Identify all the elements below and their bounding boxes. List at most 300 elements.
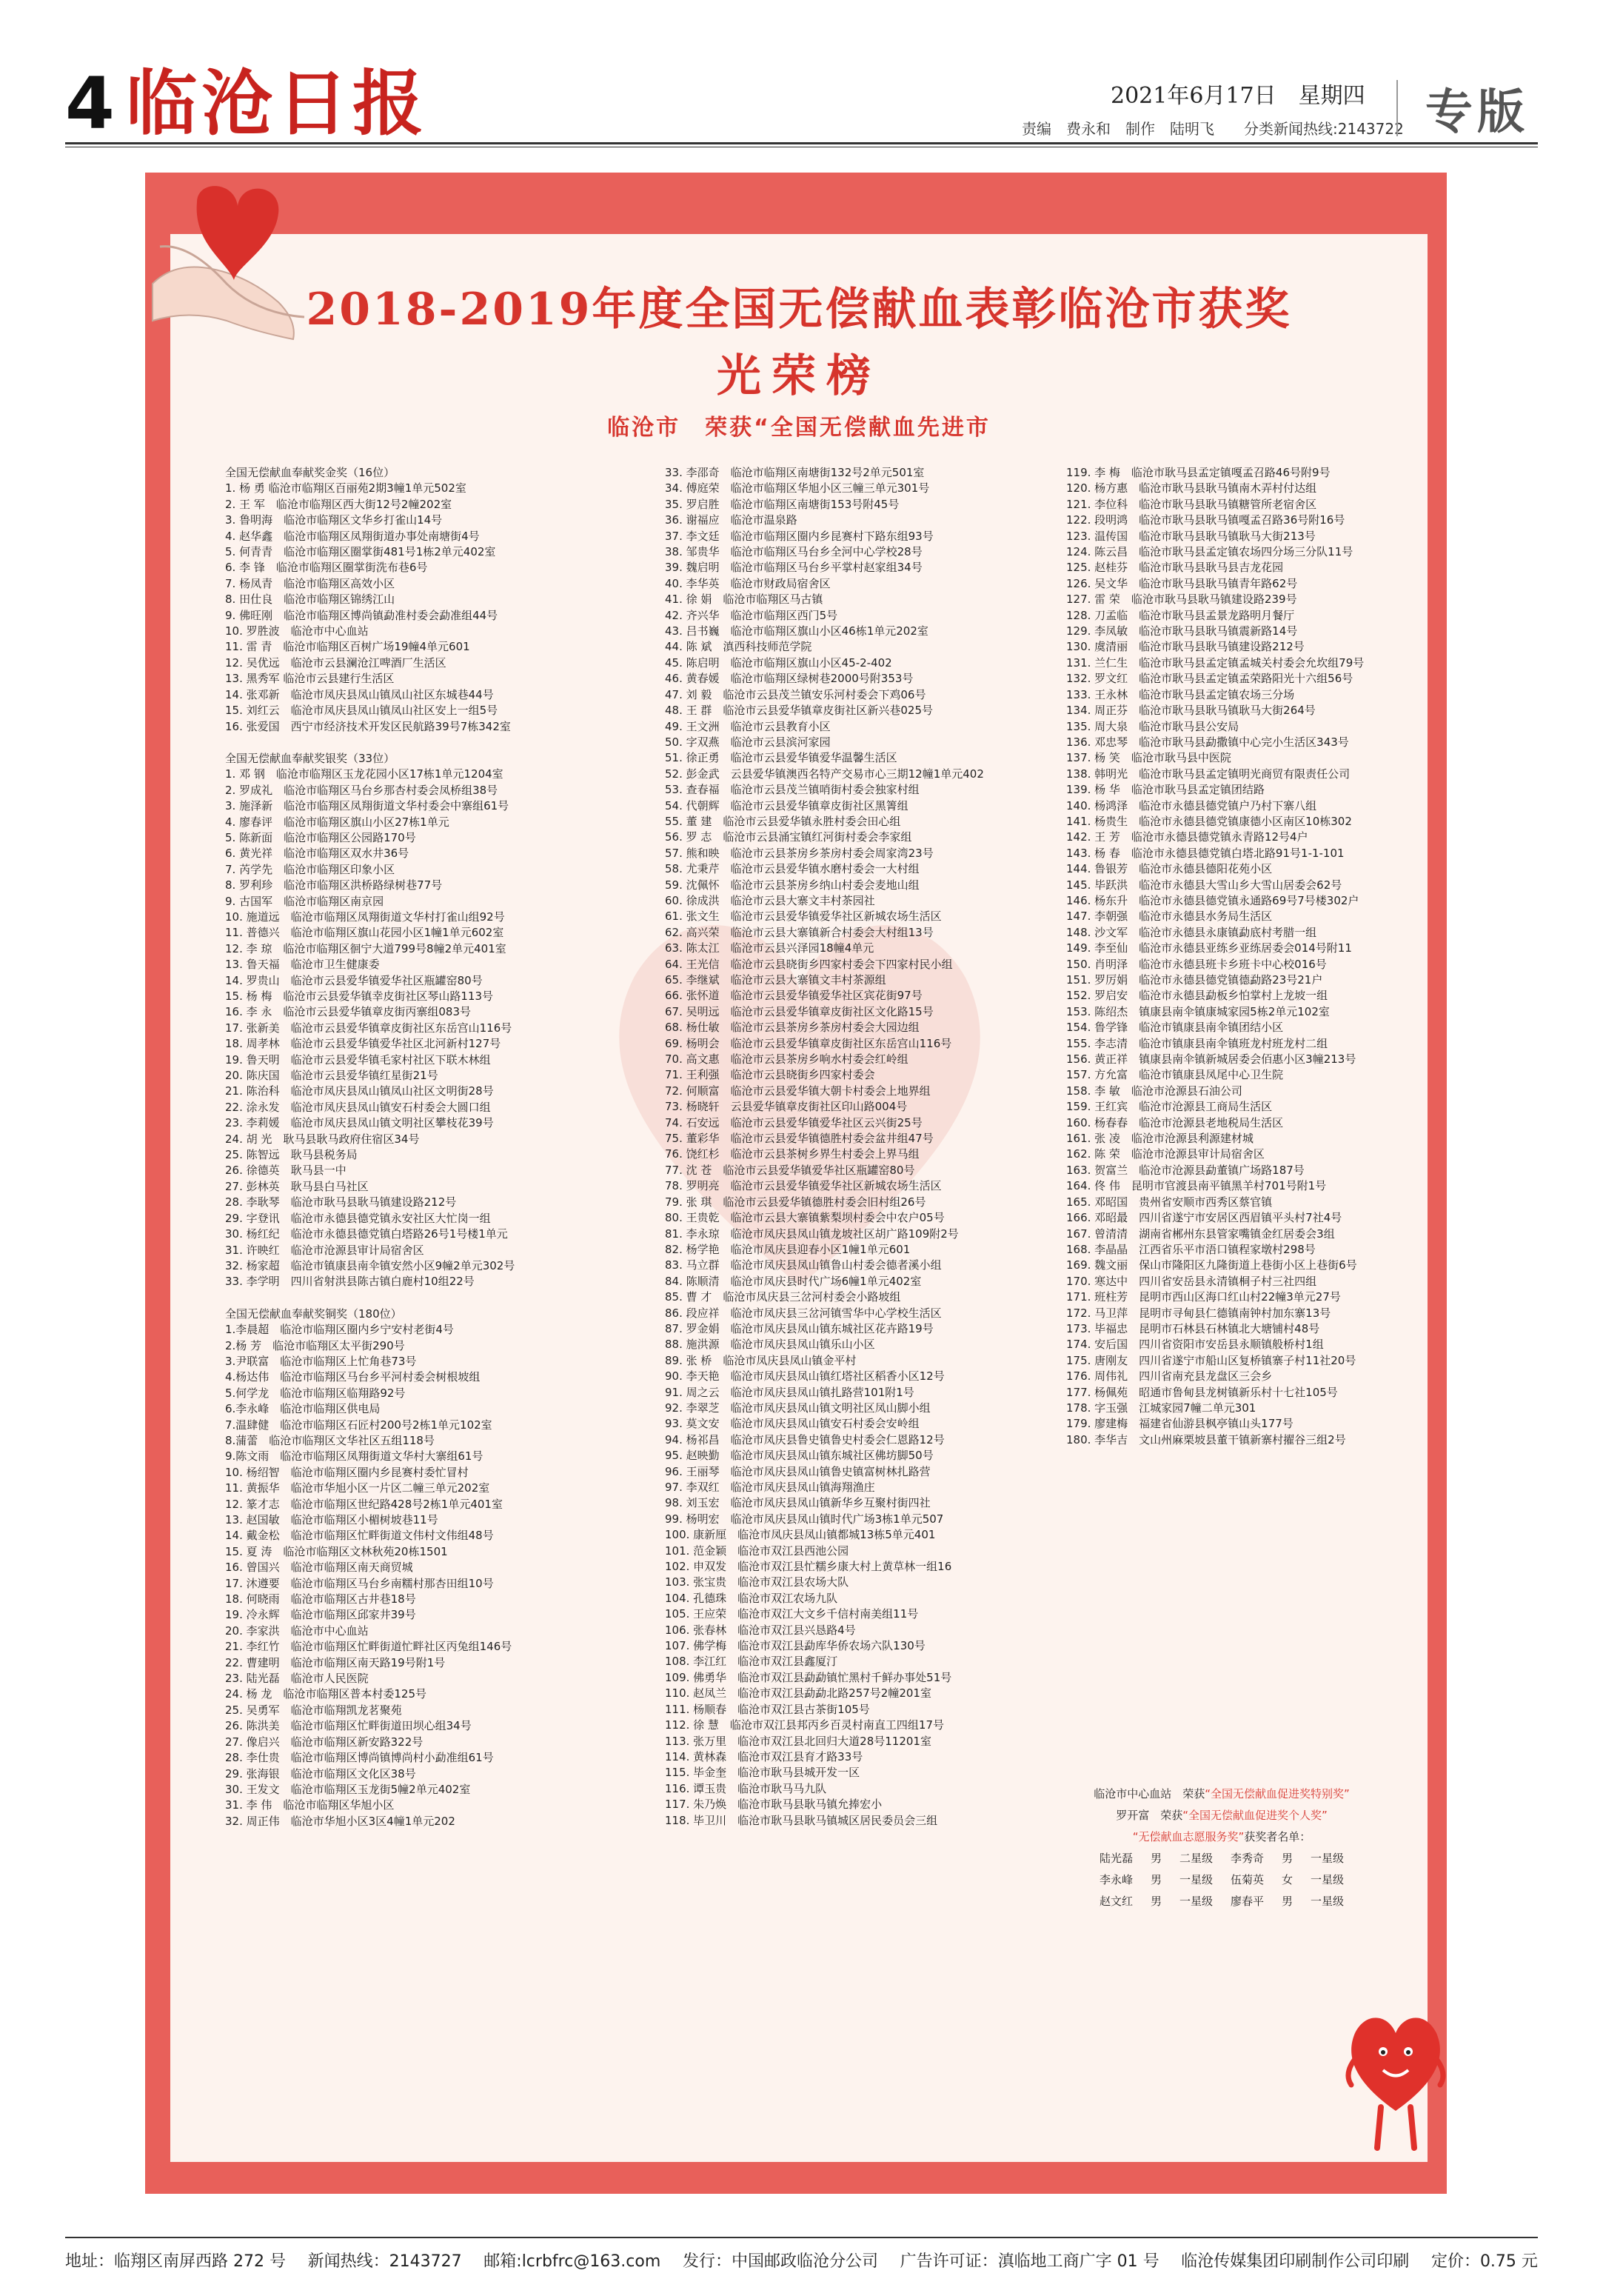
footer-price: 定价：0.75 元 (1430, 2252, 1538, 2271)
honoree-item: 128. 刀孟临 临沧市耿马县孟景龙路明月餐厅 (1066, 608, 1295, 622)
honoree-item: 24. 杨 龙 临沧市临翔区普本村委125号 (225, 1687, 427, 1701)
honoree-item: 57. 熊和映 临沧市云县茶房乡茶房村委会周家湾23号 (665, 846, 934, 860)
honoree-item: 65. 李继斌 临沧市云县大寨镇文丰村茶源组 (665, 973, 886, 987)
honoree-item: 87. 罗金娟 临沧市凤庆县凤山镇东城社区花卉路19号 (665, 1321, 934, 1335)
honoree-item: 160. 杨春春 临沧市沧源县老地税局生活区 (1066, 1115, 1284, 1129)
honoree-item: 54. 代朝辉 临沧市云县爱华镇章皮街社区黑箐组 (665, 798, 908, 812)
honoree-item: 124. 陈云昌 临沧市耿马县孟定镇农场四分场三分队11号 (1066, 545, 1353, 559)
honoree-item: 20. 李家洪 临沧市中心血站 (225, 1623, 369, 1638)
honoree-item: 148. 沙文军 临沧市永德县永康镇勐底村考腊一组 (1066, 925, 1317, 939)
list-column-1 (225, 465, 640, 1829)
honoree-item: 51. 徐正勇 临沧市云县爱华镇爱华温馨生活区 (665, 751, 897, 765)
issue-date: 2021年6月17日 星期四 (1111, 83, 1365, 109)
volunteer-cell: 伍菊英 (1231, 1873, 1265, 1886)
honoree-item: 11. 黄振华 临沧市华旭小区一片区二幢三单元202室 (225, 1481, 490, 1495)
honoree-item: 101. 范金颖 临沧市双江县西池公园 (665, 1544, 849, 1558)
honoree-item: 66. 张怀道 临沧市云县爱华镇爱华社区宾花街97号 (665, 989, 923, 1003)
honoree-item: 68. 杨仕敏 临沧市云县茶房乡茶房村委会大园边组 (665, 1021, 920, 1035)
honoree-item: 95. 赵映勤 临沧市凤庆县凤山镇东城社区佛坊脚50号 (665, 1449, 934, 1463)
editor-label: 责编 (1022, 120, 1051, 138)
honoree-item: 151. 罗厉娟 临沧市永德县德党镇德勐路23号21户 (1066, 973, 1323, 987)
honoree-item: 30. 杨红纪 临沧市永德县德党镇白塔路26号1号楼1单元 (225, 1227, 508, 1241)
volunteer-list (1066, 1848, 1377, 1912)
honoree-item: 15. 杨 梅 临沧市云县爱华镇幸皮街社区琴山路113号 (225, 990, 494, 1003)
volunteer-row (1066, 1891, 1377, 1912)
honoree-item: 23. 陆光磊 临沧市人民医院 (225, 1672, 369, 1686)
honoree-item: 22. 涂永发 临沧市凤庆县凤山镇安石村委会大圆口组 (225, 1100, 491, 1114)
honoree-item: 8.蒲蕾 临沧市临翔区文华社区五组118号 (225, 1433, 435, 1447)
honoree-item: 62. 高兴荣 临沧市云县大寨镇新合村委会大村组13号 (665, 925, 934, 939)
honoree-item: 154. 鲁学锋 临沧市镇康县南伞镇团结小区 (1066, 1021, 1284, 1035)
honoree-item: 31. 李 伟 临沧市临翔区华旭小区 (225, 1798, 395, 1812)
honoree-item: 177. 杨佩苑 昭通市鲁甸县龙树镇新乐村十七社105号 (1066, 1385, 1338, 1399)
honoree-item: 111. 杨顺春 临沧市双江县古茶街105号 (665, 1702, 870, 1716)
honoree-item: 158. 李 敏 临沧市沧源县石油公司 (1066, 1084, 1242, 1098)
honoree-item: 41. 徐 娟 临沧市临翔区马古镇 (665, 593, 823, 607)
honoree-item: 13. 黑秀军 临沧市云县建行生活区 (225, 672, 395, 686)
producer-label: 制作 (1125, 120, 1155, 138)
honoree-item: 10. 施道远 临沧市临翔区凤翔街道文华村打雀山组92号 (225, 910, 505, 924)
honoree-item: 17. 沐遵要 临沧市临翔区马台乡南糯村那杏田组10号 (225, 1576, 494, 1590)
masthead (0, 0, 1603, 148)
honoree-item: 140. 杨鸿泽 临沧市永德县德党镇户乃村下寨八组 (1066, 798, 1317, 812)
honoree-item: 73. 杨晓轩 云县爱华镇章皮街社区印山路004号 (665, 1100, 908, 1114)
main-headline: 2018-2019年度全国无偿献血表彰临沧市获奖 (306, 284, 1292, 336)
honoree-item: 4. 赵华鑫 临沧市临翔区凤翔街道办事处南塘街4号 (225, 529, 480, 543)
honoree-item: 1.李晨超 临沧市临翔区圈内乡宁安村老街4号 (225, 1323, 454, 1337)
honoree-item: 6. 黄光祥 临沧市临翔区双水井36号 (225, 847, 409, 861)
honoree-item: 169. 魏文丽 保山市隆阳区九隆街道上巷街小区上巷街6号 (1066, 1258, 1357, 1272)
honoree-item: 10. 罗胜波 临沧市中心血站 (225, 624, 369, 638)
honoree-item: 159. 王红宾 临沧市沧源县工商局生活区 (1066, 1100, 1273, 1114)
honoree-item: 173. 毕福忠 昆明市石林县石林镇北大塘铺村48号 (1066, 1321, 1320, 1335)
honoree-item: 14. 戴金松 临沧市临翔区忙畔街道文伟村文伟组48号 (225, 1529, 494, 1543)
honoree-item: 15. 刘红云 临沧市凤庆县凤山镇凤山社区安上一组5号 (225, 704, 498, 718)
honoree-item: 100. 康新厘 临沧市凤庆县凤山镇都城13栋5单元401 (665, 1528, 936, 1542)
volunteer-cell: 一星级 (1311, 1873, 1345, 1886)
honoree-item: 7.温肆健 临沧市临翔区石匠村200号2栋1单元102室 (225, 1418, 492, 1432)
honoree-item: 28. 李仕贵 临沧市临翔区博尚镇博尚村小勐准组61号 (225, 1751, 494, 1765)
honoree-item: 102. 申双发 临沧市双江县忙糯乡康大村上黄草林一组16 (665, 1560, 952, 1574)
sub-headline: 光荣榜 (717, 350, 881, 402)
footer-news-hotline: 新闻热线：2143727 (307, 2252, 462, 2271)
honoree-item: 105. 王应荣 临沧市双江大文乡千信村南美组11号 (665, 1607, 919, 1621)
honoree-item: 134. 周正芬 临沧市耿马县耿马镇耿马大街264号 (1066, 704, 1316, 718)
section-name: 专版 (1425, 84, 1529, 140)
masthead-divider (1396, 80, 1398, 136)
bronze-award-title: 全国无偿献血奉献奖铜奖（180位） (225, 1306, 402, 1321)
honoree-item: 14. 张邓新 临沧市凤庆县凤山镇凤山社区东城巷44号 (225, 687, 494, 701)
honoree-item: 29. 字登讯 临沧市永德县德党镇永安社区大忙岗一组 (225, 1211, 491, 1225)
honoree-item: 2. 罗成礼 临沧市临翔区马台乡那杏村委会凤桥组38号 (225, 783, 498, 797)
masthead-rule (65, 142, 1538, 144)
honoree-item: 48. 王 群 临沧市云县爱华镇章皮街社区新兴巷025号 (665, 704, 934, 718)
volunteer-cell: 二星级 (1179, 1852, 1213, 1865)
honoree-item: 156. 黄正祥 镇康县南伞镇新城居委会佰惠小区3幢213号 (1066, 1052, 1356, 1067)
honoree-item: 8. 田仕良 临沧市临翔区锦绣江山 (225, 593, 395, 607)
honoree-item: 20. 陈庆国 临沧市云县爱华镇红星街21号 (225, 1069, 438, 1083)
bronze-award-list-part1 (225, 1322, 640, 1829)
honoree-item: 152. 罗启安 临沧市永德县勐板乡怕掌村上龙坡一组 (1066, 989, 1328, 1003)
honoree-item: 15. 夏 涛 临沧市临翔区文林秋苑20栋1501 (225, 1544, 448, 1558)
honoree-item: 9.陈文雨 临沧市临翔区凤翔街道文华村大寨组61号 (225, 1449, 483, 1464)
honoree-item: 5.何学龙 临沧市临翔区临翔路92号 (225, 1386, 406, 1400)
honoree-item: 61. 张文生 临沧市云县爱华镇爱华社区新城农场生活区 (665, 910, 942, 924)
honoree-item: 80. 王贵乾 临沧市云县大寨镇紫梨坝村委会中农户05号 (665, 1211, 945, 1225)
honoree-item: 43. 吕书巍 临沧市临翔区旗山小区46栋1单元202室 (665, 624, 928, 638)
honoree-item: 12. 篆才志 临沧市临翔区世纪路428号2栋1单元401室 (225, 1497, 503, 1511)
honoree-item: 166. 邓昭最 四川省遂宁市安居区西眉镇平头村7社4号 (1066, 1211, 1342, 1225)
gold-award-list (225, 481, 640, 735)
volunteer-row (1066, 1848, 1377, 1869)
honoree-item: 56. 罗 志 临沧市云县涌宝镇红河街村委会李家组 (665, 830, 912, 844)
honoree-item: 136. 邓忠琴 临沧市耿马县勐撒镇中心完小生活区343号 (1066, 735, 1349, 749)
honoree-item: 72. 何顺富 临沧市云县爱华镇大朝卡村委会上地界组 (665, 1084, 931, 1098)
volunteer-cell: 一星级 (1179, 1873, 1213, 1886)
producer-name: 陆明飞 (1170, 120, 1214, 138)
honoree-item: 172. 马卫萍 昆明市寻甸县仁德镇南钟村加东寨13号 (1066, 1306, 1331, 1320)
footer-printer: 临沧传媒集团印刷制作公司印刷 (1181, 2252, 1410, 2271)
honoree-item: 176. 周伟礼 四川省南充县龙盘区三会乡 (1066, 1369, 1273, 1384)
list-column-3 (1066, 465, 1481, 1448)
honoree-item: 94. 杨祁昌 临沧市凤庆县鲁史镇鲁史村委会仁恩路12号 (665, 1432, 945, 1446)
honoree-item: 120. 杨方惠 临沧市耿马县耿马镇南木弄村付达组 (1066, 481, 1317, 495)
honoree-item: 168. 李晶晶 江西省乐平市浯口镇程家墩村298号 (1066, 1242, 1316, 1256)
hotline-label: 分类新闻热线: (1244, 120, 1338, 138)
honoree-item: 114. 黄林森 临沧市双江县育才路33号 (665, 1749, 863, 1763)
honoree-item: 123. 温传国 临沧市耿马县耿马镇耿马大街213号 (1066, 529, 1316, 543)
volunteer-cell: 廖春平 (1231, 1895, 1265, 1908)
org-verb: 荣获 (1182, 1787, 1205, 1801)
honoree-item: 2.杨 芳 临沧市临翔区太平街290号 (225, 1338, 405, 1352)
volunteer-cell: 男 (1150, 1873, 1162, 1886)
honoree-item: 167. 曾清清 湖南省郴州东县管家嘴镇金红居委会3组 (1066, 1227, 1335, 1241)
hotline-number: 2143722 (1337, 120, 1404, 138)
honoree-item: 129. 李凤敏 临沧市耿马县耿马镇震新路14号 (1066, 624, 1298, 638)
honoree-item: 70. 高文惠 临沧市云县茶房乡响水村委会红岭组 (665, 1052, 908, 1067)
honoree-item: 174. 安后国 四川省资阳市安岳县永顺镇般桥村1组 (1066, 1338, 1324, 1352)
honoree-item: 76. 饶红杉 临沧市云县茶树乡界生村委会上界马组 (665, 1147, 920, 1161)
honoree-item: 19. 冷永辉 临沧市临翔区邱家井39号 (225, 1608, 416, 1622)
honoree-item: 142. 王 芳 临沧市永德县德党镇永青路12号4户 (1066, 830, 1308, 844)
newspaper-logo: 临沧日报 (126, 61, 428, 145)
honoree-item: 69. 杨明会 临沧市云县爱华镇章皮街社区东岳宫山116号 (665, 1036, 952, 1050)
honoree-item: 18. 何晓雨 临沧市临翔区古井巷18号 (225, 1592, 416, 1606)
honoree-item: 75. 董彩华 临沧市云县爱华镇德胜村委会盆井组47号 (665, 1132, 934, 1146)
honoree-item: 44. 陈 斌 滇西科技师范学院 (665, 640, 812, 654)
honoree-item: 12. 吴优远 临沧市云县澜沧江啤酒厂生活区 (225, 655, 446, 670)
honoree-item: 33. 李邵奇 临沧市临翔区南塘街132号2单元501室 (665, 466, 925, 479)
honoree-item: 92. 李翠芝 临沧市凤庆县凤山镇文明社区凤山脚小组 (665, 1401, 931, 1415)
honoree-item: 138. 韩明光 临沧市耿马县孟定镇明光商贸有限责任公司 (1066, 767, 1351, 781)
bronze-award-list-part2 (665, 465, 1080, 1829)
honoree-item: 116. 谭玉贵 临沧市耿马马九队 (665, 1781, 827, 1795)
honoree-item: 88. 施洪源 临沧市凤庆县凤山镇乐山小区 (665, 1338, 875, 1352)
person-verb: 荣获 (1160, 1809, 1183, 1822)
honoree-item: 45. 陈启明 临沧市临翔区旗山小区45-2-402 (665, 655, 892, 670)
honoree-item: 2. 王 军 临沧市临翔区西大街12号2幢202室 (225, 497, 452, 511)
honoree-item: 27. 彭林英 耿马县白马社区 (225, 1179, 369, 1193)
honoree-item: 49. 王文洲 临沧市云县教育小区 (665, 719, 831, 733)
volunteer-cell: 男 (1150, 1895, 1162, 1908)
honoree-item: 28. 李耿琴 临沧市耿马县耿马镇建设路212号 (225, 1195, 457, 1209)
honoree-item: 99. 杨明宏 临沧市凤庆县凤山镇时代广场3栋1单元507 (665, 1512, 944, 1526)
honoree-item: 59. 沈佩怀 临沧市云县茶房乡纳山村委会麦地山组 (665, 878, 920, 892)
honoree-item: 90. 李天艳 临沧市凤庆县凤山镇红塔社区稻香小区12号 (665, 1369, 945, 1384)
honoree-item: 117. 朱乃焕 临沧市耿马县耿马镇允捧宏小 (665, 1798, 883, 1812)
honoree-item: 130. 虞清丽 临沧市耿马县耿马镇建设路212号 (1066, 640, 1305, 654)
honoree-item: 118. 毕卫川 临沧市耿马县耿马镇城区居民委员会三组 (665, 1813, 938, 1827)
editor-name: 费永和 (1066, 120, 1111, 138)
special-awards-box (1066, 1783, 1377, 1912)
honoree-item: 82. 杨学艳 临沧市凤庆县迎春小区1幢1单元601 (665, 1242, 911, 1256)
honoree-item: 3.尹联富 临沧市临翔区上忙角巷73号 (225, 1354, 417, 1368)
volunteer-cell: 陆光磊 (1099, 1852, 1133, 1865)
honoree-item: 52. 彭金武 云县爱华镇澳西名特产交易市心三期12幢1单元402 (665, 767, 984, 781)
honoree-item: 115. 毕金奎 临沧市耿马县城开发一区 (665, 1766, 860, 1780)
honoree-item: 55. 董 建 临沧市云县爱华镇永胜村委会田心组 (665, 814, 901, 828)
bronze-award-list-part3 (1066, 465, 1481, 1448)
honoree-item: 179. 廖建梅 福建省仙游县枫亭镇山头177号 (1066, 1417, 1294, 1431)
honoree-item: 74. 石安远 临沧市云县爱华镇爱华社区云兴街25号 (665, 1115, 923, 1129)
honoree-item: 4. 廖春评 临沧市临翔区旗山小区27栋1单元 (225, 815, 449, 829)
honoree-item: 97. 李双红 临沧市凤庆县凤山镇海翔渔庄 (665, 1481, 875, 1494)
honoree-item: 64. 王光信 临沧市云县晓街乡四家村委会下四家村民小组 (665, 957, 953, 971)
honoree-item: 1. 邓 钢 临沧市临翔区玉龙花园小区17栋1单元1204室 (225, 767, 503, 781)
footer (65, 2249, 1538, 2272)
volunteer-cell: 男 (1282, 1852, 1294, 1865)
honoree-item: 89. 张 桥 临沧市凤庆县凤山镇金平村 (665, 1353, 857, 1367)
volunteer-cell: 李永峰 (1099, 1873, 1133, 1886)
honoree-item: 10. 杨绍智 临沧市临翔区圈内乡昆赛村委忙冒村 (225, 1465, 469, 1479)
honoree-item: 13. 鲁天福 临沧市卫生健康委 (225, 958, 380, 972)
volunteer-cell: 男 (1150, 1852, 1162, 1865)
honoree-item: 60. 徐成洪 临沧市云县大寨文丰村茶园社 (665, 893, 875, 907)
honoree-item: 38. 邹贵华 临沧市临翔区马台乡全河中心学校28号 (665, 545, 923, 559)
honoree-item: 137. 杨 笑 临沧市耿马县中医院 (1066, 751, 1231, 765)
honoree-item: 133. 王永林 临沧市耿马县孟定镇农场三分场 (1066, 687, 1295, 701)
person-award-line (1066, 1805, 1377, 1826)
volunteer-cell: 一星级 (1311, 1895, 1345, 1908)
honoree-item: 109. 佛勇华 临沧市双江县勐勐镇忙黑村千鲜办事处51号 (665, 1670, 952, 1684)
honoree-item: 30. 王发文 临沧市临翔区玉龙街5幢2单元402室 (225, 1782, 471, 1796)
volunteer-award-line: “无偿献血志愿服务奖”获奖者名单： (1132, 1830, 1311, 1843)
honoree-item: 32. 杨家超 临沧市镇康县南伞镇安然小区9幢2单元302号 (225, 1258, 515, 1272)
heart-mascot-illustration (1340, 2000, 1451, 2163)
honoree-item: 143. 杨 春 临沧市永德县德党镇白塔北路91号1-1-101 (1066, 846, 1345, 860)
honoree-item: 85. 曹 才 临沧市凤庆县三岔河村委会小路坡组 (665, 1290, 901, 1304)
honoree-item: 18. 周孝林 临沧市云县爱华镇爱华社区北河新村127号 (225, 1037, 501, 1051)
honoree-item: 26. 陈洪美 临沧市临翔区忙畔街道田坝心组34号 (225, 1719, 472, 1733)
honoree-item: 71. 王利强 临沧市云县晓街乡四家村委会 (665, 1068, 875, 1082)
honoree-item: 26. 徐德英 耿马县一中 (225, 1164, 347, 1178)
honoree-item: 40. 李华英 临沧市财政局宿舍区 (665, 576, 831, 590)
honoree-item: 104. 孔德珠 临沧市双江农场九队 (665, 1591, 838, 1605)
list-column-2 (665, 465, 1080, 1829)
honoree-item: 5. 何青青 临沧市临翔区圈掌街481号1栋2单元402室 (225, 545, 496, 559)
honoree-item: 32. 周正伟 临沧市华旭小区3区4幢1单元202 (225, 1814, 455, 1828)
volunteer-cell: 男 (1282, 1895, 1294, 1908)
honoree-item: 126. 吴文华 临沧市耿马县耿马镇青年路62号 (1066, 576, 1298, 590)
honoree-item: 39. 魏启明 临沧市临翔区马台乡平掌村赵家组34号 (665, 561, 923, 575)
volunteer-cell: 一星级 (1179, 1895, 1213, 1908)
honoree-item: 155. 李志清 临沧市镇康县南伞镇班龙村班龙村二组 (1066, 1036, 1328, 1050)
honoree-item: 24. 胡 光 耿马县耿马政府住宿区34号 (225, 1132, 420, 1146)
honoree-item: 93. 莫文安 临沧市凤庆县凤山镇安石村委会安岭组 (665, 1417, 920, 1431)
honoree-item: 22. 曹建明 临沧市临翔区南天路19号附1号 (225, 1655, 446, 1669)
honoree-item: 178. 字玉强 江城家园7幢二单元301 (1066, 1401, 1256, 1415)
honoree-item: 16. 李 永 临沧市云县爱华镇章皮街丙寨组083号 (225, 1005, 472, 1019)
honoree-item: 21. 李红竹 临沧市临翔区忙畔街道忙畔社区丙兔组146号 (225, 1640, 512, 1654)
honoree-item: 147. 李朝强 临沧市永德县水务局生活区 (1066, 910, 1273, 924)
honoree-item: 162. 陈 荣 临沧市沧源县审计局宿舍区 (1066, 1147, 1265, 1161)
honoree-item: 33. 李学明 四川省射洪县陈古镇白鹿村10组22号 (225, 1275, 475, 1289)
honoree-item: 141. 杨贵生 临沧市永德县德党镇康德小区南区10栋302 (1066, 814, 1352, 828)
honoree-item: 11. 雷 青 临沧市临翔区百树广场19幢4单元601 (225, 640, 470, 654)
honoree-item: 175. 唐刚友 四川省遂宁市船山区复桥镇寨子村11社20号 (1066, 1353, 1356, 1367)
honoree-item: 29. 张海银 临沧市临翔区文化区38号 (225, 1766, 416, 1781)
honoree-item: 31. 许映红 临沧市沧源县审计局宿舍区 (225, 1243, 424, 1257)
honoree-item: 171. 班柱芳 昆明市西山区海口红山村22幢3单元27号 (1066, 1290, 1341, 1304)
honoree-item: 13. 赵国敏 临沧市临翔区小楣树坡巷11号 (225, 1513, 438, 1526)
honoree-item: 112. 徐 慧 临沧市双江县邦丙乡百灵村南直工四组17号 (665, 1718, 945, 1732)
honoree-item: 83. 马立群 临沧市凤庆县凤山镇鲁山村委会德者溪小组 (665, 1258, 942, 1272)
honoree-item: 25. 吴勇军 临沧市临翔凯龙茗聚苑 (225, 1703, 402, 1717)
honoree-item: 53. 查春福 临沧市云县茂兰镇哨街村委会独家村组 (665, 783, 920, 797)
honoree-item: 27. 像启兴 临沧市临翔区新安路322号 (225, 1735, 424, 1749)
honoree-item: 108. 李江红 临沧市双江县鑫厦汀 (665, 1655, 838, 1669)
honoree-item: 21. 陈治科 临沧市凤庆县凤山镇凤山社区文明街28号 (225, 1084, 494, 1098)
honoree-item: 146. 杨东升 临沧市永德县德党镇永通路69号7号楼302户 (1066, 893, 1359, 907)
honoree-item: 9. 古国军 临沧市临翔区南京园 (225, 894, 384, 908)
honoree-item: 163. 贺富兰 临沧市沧源县勐董镇广场路187号 (1066, 1163, 1305, 1177)
honoree-item: 42. 齐兴华 临沧市临翔区西门5号 (665, 608, 838, 622)
honoree-item: 14. 罗贵山 临沧市云县爱华镇爱华社区瓶罐窑80号 (225, 973, 483, 987)
honoree-item: 86. 段应祥 临沧市凤庆县三岔河镇雪华中心学校生活区 (665, 1306, 942, 1320)
footer-address: 地址：临翔区南屏西路 272 号 (65, 2252, 286, 2271)
honoree-item: 91. 周之云 临沧市凤庆县凤山镇扎路营101附1号 (665, 1385, 914, 1399)
org-award-name: “全国无偿献血促进奖特别奖” (1205, 1787, 1350, 1801)
honoree-item: 131. 兰仁生 临沧市耿马县孟定镇孟城关村委会允坎组79号 (1066, 655, 1365, 670)
honoree-item: 132. 罗文红 临沧市耿马县孟定镇孟荣路阳光十六组56号 (1066, 672, 1353, 686)
honoree-item: 98. 刘玉宏 临沧市凤庆县凤山镇新华乡互聚村街四社 (665, 1496, 931, 1510)
honoree-item: 144. 鲁银芳 临沧市永德县德阳花苑小区 (1066, 862, 1273, 876)
honoree-item: 125. 赵桂芬 临沧市耿马县耿马县吉龙花园 (1066, 561, 1284, 575)
honoree-item: 6. 李 锋 临沧市临翔区圈掌街洗布巷6号 (225, 561, 428, 575)
honoree-item: 170. 寒达中 四川省安岳县永清镇桐子村三社四组 (1066, 1274, 1317, 1288)
person-award-name: “全国无偿献血促进奖个人奖” (1182, 1809, 1328, 1822)
honoree-item: 164. 佟 伟 昆明市官渡县南平镇黑羊村701号附1号 (1066, 1179, 1327, 1193)
honoree-item: 67. 吴明远 临沧市云县爱华镇章皮街社区文化路15号 (665, 1004, 934, 1018)
silver-award-title: 全国无偿献血奉献奖银奖（33位） (225, 751, 395, 765)
honoree-item: 17. 张新美 临沧市云县爱华镇章皮街社区东岳宫山116号 (225, 1021, 512, 1035)
honoree-item: 78. 罗明亮 临沧市云县爱华镇爱华社区新城农场生活区 (665, 1179, 942, 1193)
volunteer-award-name: “无偿献血志愿服务奖” (1132, 1830, 1245, 1843)
volunteer-cell: 赵文红 (1099, 1895, 1133, 1908)
honoree-item: 107. 佛学梅 临沧市双江县勐库华侨农场六队130号 (665, 1639, 926, 1653)
honoree-item: 135. 周大泉 临沧市耿马县公安局 (1066, 719, 1239, 733)
honoree-item: 150. 肖明泽 临沧市永德县班卡乡班卡中心校016号 (1066, 957, 1327, 971)
honoree-item: 7. 杨凤青 临沧市临翔区高效小区 (225, 576, 395, 590)
honoree-item: 8. 罗利珍 临沧市临翔区洪桥路绿树巷77号 (225, 878, 443, 892)
honoree-item: 79. 张 琪 临沧市云县爱华镇德胜村委会旧村组26号 (665, 1195, 926, 1209)
honoree-item: 157. 方允富 临沧市镇康县凤尾中心卫生院 (1066, 1068, 1284, 1082)
honoree-item: 96. 王丽琴 临沧市凤庆县凤山镇鲁史镇富树林扎路营 (665, 1464, 931, 1478)
honoree-item: 81. 李永琼 临沧市凤庆县凤山镇龙坡社区胡广路109附2号 (665, 1227, 959, 1241)
honoree-item: 106. 张春林 临沧市双江县兴恳路4号 (665, 1623, 856, 1637)
honoree-item: 7. 芮学先 临沧市临翔区印象小区 (225, 862, 395, 876)
honoree-item: 9. 佛旺刚 临沧市临翔区博尚镇勐准村委会勐准组44号 (225, 608, 498, 622)
honoree-item: 12. 李 琼 临沧市临翔区徊宁大道799号8幢2单元401室 (225, 941, 506, 955)
honoree-item: 84. 陈顺清 临沧市凤庆县时代广场6幢1单元402室 (665, 1274, 922, 1288)
honoree-item: 145. 毕跃洪 临沧市永德县大雪山乡大雪山居委会62号 (1066, 878, 1342, 892)
honoree-item: 161. 张 凌 临沧市沧源县利源建材城 (1066, 1132, 1254, 1146)
honoree-item: 77. 沈 苍 临沧市云县爱华镇爱华社区瓶罐窑80号 (665, 1163, 915, 1177)
honoree-item: 63. 陈太江 临沧市云县兴泽园18幢4单元 (665, 941, 874, 955)
honoree-item: 19. 鲁天明 临沧市云县爱华镇毛家村社区下联木林组 (225, 1052, 491, 1067)
honoree-item: 127. 雷 荣 临沧市耿马县耿马镇建设路239号 (1066, 593, 1297, 607)
honoree-item: 119. 李 梅 临沧市耿马县孟定镇嘎孟召路46号附9号 (1066, 466, 1331, 479)
footer-rule (65, 2237, 1538, 2238)
honoree-item: 23. 李莉媛 临沧市凤庆县凤山镇文明社区攀枝花39号 (225, 1116, 494, 1130)
honoree-item: 3. 施泽新 临沧市临翔区凤翔街道文华村委会中寨组61号 (225, 799, 509, 813)
volunteer-cell: 一星级 (1311, 1852, 1345, 1865)
honoree-item: 110. 赵凤兰 临沧市双江县勐勐北路257号2幢201室 (665, 1686, 931, 1701)
honoree-item: 16. 张爱国 西宁市经济技术开发区民航路39号7栋342室 (225, 719, 511, 733)
honoree-item: 113. 张万里 临沧市双江县北回归大道28号11201室 (665, 1734, 931, 1748)
volunteer-row (1066, 1869, 1377, 1891)
honoree-item: 149. 李至仙 临沧市永德县亚练乡亚练居委会014号附11 (1066, 941, 1352, 955)
gold-award-title: 全国无偿献血奉献奖金奖（16位） (225, 466, 395, 479)
honoree-item: 103. 张宝贵 临沧市双江县农场大队 (665, 1575, 849, 1589)
honoree-item: 36. 谢福应 临沧市温泉路 (665, 513, 797, 527)
honoree-item: 122. 段明鸿 临沧市耿马县耿马镇嘎孟召路36号附16号 (1066, 513, 1345, 527)
honoree-item: 35. 罗启胜 临沧市临翔区南塘街153号附45号 (665, 497, 900, 511)
honoree-item: 58. 尤秉芹 临沧市云县爱华镇水磨村委会一大村组 (665, 862, 920, 876)
page-number: 4 (65, 62, 115, 145)
honoree-item: 165. 邓昭国 贵州省安顺市西秀区蔡官镇 (1066, 1195, 1273, 1209)
honoree-item: 4.杨达伟 临沧市临翔区马台乡平河村委会树根坡组 (225, 1370, 481, 1384)
honoree-item: 139. 杨 华 临沧市耿马县孟定镇团结路 (1066, 783, 1265, 797)
honoree-item: 37. 李文廷 临沧市临翔区圈内乡昆赛村下路东组93号 (665, 529, 934, 543)
honoree-item: 153. 陈绍杰 镇康县南伞镇康城家园5栋2单元102室 (1066, 1004, 1330, 1018)
honoree-item: 1. 杨 勇 临沧市临翔区百丽苑2期3幢1单元502室 (225, 481, 466, 495)
honoree-item: 121. 李位科 临沧市耿马县耿马镇糖管所老宿舍区 (1066, 497, 1317, 511)
honoree-item: 3. 鲁明海 临沧市临翔区文华乡打雀山14号 (225, 513, 443, 527)
silver-award-list (225, 767, 640, 1289)
volunteer-cell: 女 (1282, 1873, 1294, 1886)
footer-email: 邮箱:lcrbfrc@163.com (483, 2252, 661, 2271)
honoree-item: 46. 黄春媛 临沧市临翔区绿树巷2000号附353号 (665, 672, 914, 686)
footer-publisher: 发行：中国邮政临沧分公司 (682, 2252, 878, 2271)
volunteer-cell: 李秀奇 (1231, 1852, 1265, 1865)
honoree-item: 34. 傅庭荣 临沧市临翔区华旭小区三幢三单元301号 (665, 481, 930, 495)
credits (1022, 117, 1404, 139)
honoree-item: 16. 曾国兴 临沧市临翔区南天商贸城 (225, 1561, 413, 1575)
honoree-item: 6.李永峰 临沧市临翔区供电局 (225, 1402, 381, 1416)
honoree-item: 50. 字双燕 临沧市云县滨河家园 (665, 735, 831, 749)
honoree-item: 47. 刘 毅 临沧市云县茂兰镇安乐河村委会下鸡06号 (665, 687, 926, 701)
honoree-item: 11. 普德兴 临沧市临翔区旗山花园小区1幢1单元602室 (225, 926, 504, 940)
city-award-line: 临沧市 荣获“全国无偿献血先进市 (607, 415, 991, 441)
honoree-item: 25. 陈智远 耿马县税务局 (225, 1148, 358, 1162)
org-name: 临沧市中心血站 (1094, 1787, 1172, 1801)
honoree-item: 180. 李华吉 文山州麻栗坡县董干镇新寨村擢谷三组2号 (1066, 1432, 1346, 1446)
person-name: 罗开富 (1116, 1809, 1150, 1822)
honoree-item: 5. 陈新面 临沧市临翔区公园路170号 (225, 830, 416, 844)
footer-ad-license: 广告许可证：滇临地工商广字 01 号 (900, 2252, 1159, 2271)
org-award-line (1066, 1783, 1377, 1805)
